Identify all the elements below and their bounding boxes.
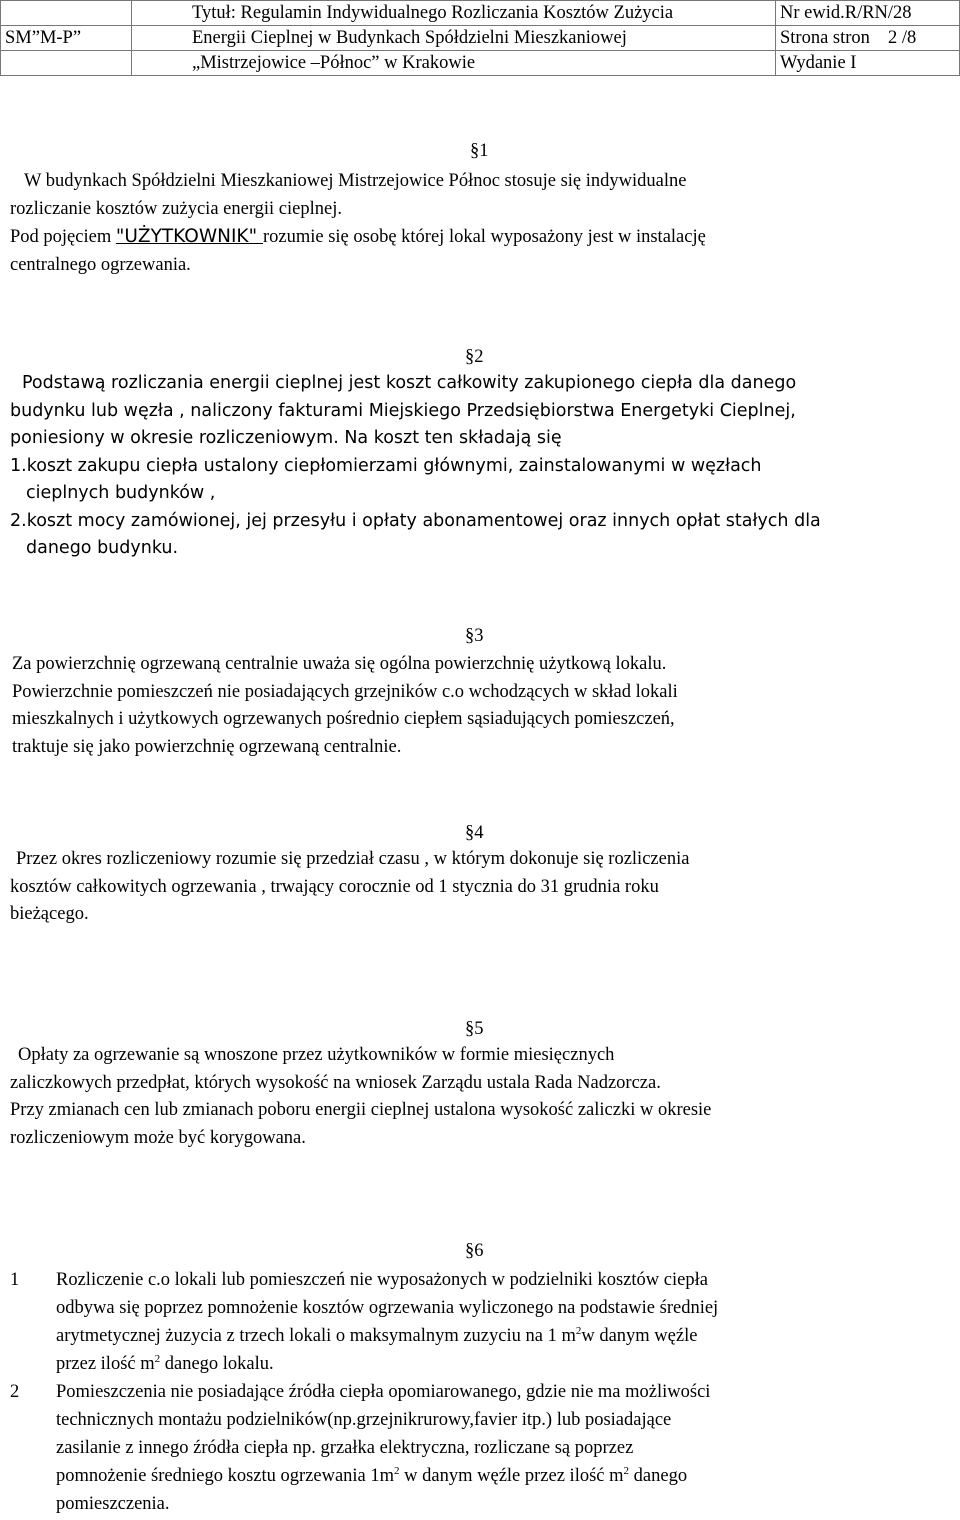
- item-1-line-3: arytmetycznej żuzycia z trzech lokali o maksymalnym zuzyciu na 1 $m^2w$ danym węźle: [56, 1325, 698, 1346]
- section-3-body: [12, 651, 957, 761]
- section-1-body: [10, 168, 955, 279]
- section-5-line-2: zaliczkowych przedpłat, których wysokość na wniosek Zarządu ustala Rada Nadzorcza.: [10, 1072, 661, 1093]
- section-5-line-3: Przy zmianach cen lub zmianach poboru energii cieplnej ustalona wysokość zaliczki w okresie: [10, 1100, 712, 1120]
- item-1-line-2: odbywa się poprzez pomnożenie kosztów ogrzewania wyliczonego na podstawie średniej: [56, 1298, 719, 1318]
- section-6-item-1: [56, 1266, 956, 1378]
- section-4-line-3: bieżącego.: [10, 904, 89, 924]
- header-org-cell-empty-2: [1, 51, 132, 76]
- section-5-line-4: rozliczeniowym może być korygowana.: [10, 1127, 306, 1148]
- header-reference-number: Nr ewid.R/RN/28: [776, 1, 960, 26]
- header-row-3: [1, 51, 960, 76]
- section-2-number: §2: [465, 347, 484, 367]
- section-5-line-1: Opłaty za ogrzewanie są wnoszone przez użytkowników w formie miesięcznych: [18, 1045, 615, 1065]
- section-4-line-1: Przez okres rozliczeniowy rozumie się przedział czasu , w którym dokonuje się rozliczenia: [16, 849, 690, 869]
- section-2-line-3: poniesiony w okresie rozliczeniowym. Na koszt ten składają się: [10, 428, 562, 448]
- item-1-line-1: Rozliczenie c.o lokali lub pomieszczeń nie wyposażonych w podzielniki kosztów ciepła: [56, 1270, 708, 1290]
- section-2-line-7: danego budynku.: [26, 538, 179, 558]
- section-1-line-1: W budynkach Spółdzielni Mieszkaniowej Mistrzejowice Północ stosuje się indywidualne: [24, 171, 687, 191]
- section-6-item-1-number: 1: [10, 1270, 20, 1290]
- header-edition: Wydanie I: [776, 51, 960, 76]
- section-4-body: [10, 846, 955, 929]
- section-3-line-3: mieszkalnych i użytkowych ogrzewanych pośrednio ciepłem sąsiadujących pomieszczeń,: [12, 709, 675, 729]
- item-2-line-1: Pomieszczenia nie posiadające źródła ciepła opomiarowanego, gdzie nie ma możliwości: [56, 1382, 711, 1402]
- section-2-line-6: 2.koszt mocy zamówionej, jej przesyłu i opłaty abonamentowej oraz innych opłat stałych dla: [10, 510, 821, 531]
- section-1-line-4: centralnego ogrzewania.: [10, 254, 191, 275]
- section-6-number: §6: [465, 1241, 484, 1261]
- header-org-cell-empty: [1, 1, 132, 26]
- section-1-definition: Pod pojęciem "UŻYTKOWNIK" rozumie się osobę której lokal wyposażony jest w instalację: [10, 226, 706, 247]
- section-4-number: §4: [465, 823, 484, 843]
- section-4-line-2: kosztów całkowitych ogrzewania , trwający corocznie od 1 stycznia do 31 grudnia roku: [10, 876, 659, 897]
- section-3-line-2: Powierzchnie pomieszczeń nie posiadających grzejników c.o wchodzących w skład lokali: [12, 681, 678, 702]
- header-page-cell: [776, 26, 960, 51]
- section-5-body: [10, 1042, 955, 1152]
- header-title-line-1: Tytuł: Regulamin Indywidualnego Rozliczania Kosztów Zużycia: [132, 1, 776, 26]
- section-1-line-2: rozliczanie kosztów zużycia energii cieplnej.: [10, 198, 342, 219]
- header-page-label: Strona stron: [780, 28, 870, 48]
- section-3-line-1: Za powierzchnię ogrzewaną centralnie uważa się ogólna powierzchnię użytkową lokalu.: [12, 654, 667, 674]
- section-6-item-2-number: 2: [10, 1382, 20, 1402]
- section-1-number: §1: [470, 141, 489, 161]
- item-2-line-3: zasilanie z innego źródła ciepła np. grzałka elektryczna, rozliczane są poprzez: [56, 1438, 634, 1458]
- section-2-body: [10, 370, 955, 563]
- header-row-2: [1, 26, 960, 51]
- header-title-line-2: Energii Cieplnej w Budynkach Spółdzielni Mieszkaniowej: [132, 26, 776, 51]
- section-3-line-4: traktuje się jako powierzchnię ogrzewaną centralnie.: [12, 736, 402, 757]
- section-2-line-4: 1.koszt zakupu ciepła ustalony ciepłomierzami głównymi, zainstalowanymi w węzłach: [10, 455, 762, 476]
- section-6-item-2: [56, 1378, 956, 1518]
- header-organization: SM”M-P”: [1, 26, 132, 51]
- document-header: [0, 0, 960, 76]
- section-3-number: §3: [465, 626, 484, 646]
- item-2-line-5: pomieszczenia.: [56, 1494, 170, 1514]
- header-row-1: [1, 1, 960, 26]
- item-1-line-4: przez ilość $m^2$ danego lokalu.: [56, 1353, 274, 1374]
- section-5-number: §5: [465, 1019, 484, 1039]
- header-title-line-3: „Mistrzejowice –Północ” w Krakowie: [132, 51, 776, 76]
- header-page-number: 2 /8: [887, 28, 917, 48]
- section-2-line-2: budynku lub węzła , naliczony fakturami Miejskiego Przedsiębiorstwa Energetyki Cieplnej,: [10, 400, 796, 421]
- section-2-line-1: Podstawą rozliczania energii cieplnej jest koszt całkowity zakupionego ciepła dla danego: [22, 373, 797, 393]
- item-2-line-2: technicznych montażu podzielników(np.grzejnikrurowy,favier itp.) lub posiadające: [56, 1410, 672, 1430]
- user-term: "UŻYTKOWNIK": [115, 226, 263, 247]
- section-2-line-5: cieplnych budynków ,: [26, 483, 216, 503]
- item-2-line-4: pomnożenie średniego kosztu ogrzewania $1m^2$ w danym węźle przez ilość $m^2$ danego: [56, 1465, 688, 1486]
